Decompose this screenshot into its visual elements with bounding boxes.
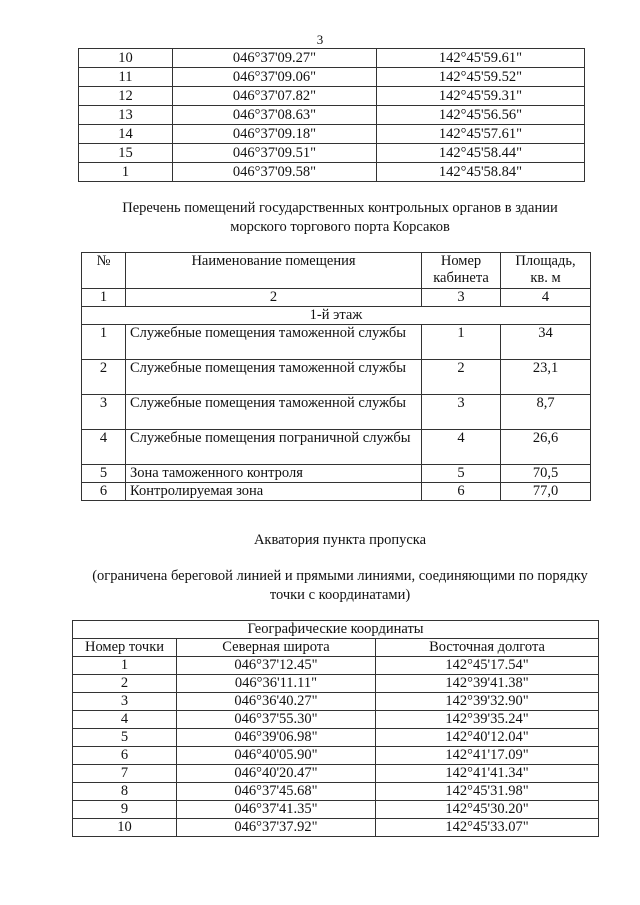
table-row xyxy=(79,163,585,182)
column-index: 4 xyxy=(501,289,591,307)
table-row xyxy=(82,395,591,430)
longitude: 142°41'41.34" xyxy=(376,765,599,783)
longitude: 142°41'17.09" xyxy=(376,747,599,765)
table-row xyxy=(79,125,585,144)
point-number: 11 xyxy=(79,68,173,87)
room-name: Зона таможенного контроля xyxy=(126,465,422,483)
point-number: 4 xyxy=(73,711,177,729)
point-number: 3 xyxy=(73,693,177,711)
column-index: 3 xyxy=(422,289,501,307)
column-index: 1 xyxy=(82,289,126,307)
office-number: 2 xyxy=(422,360,501,395)
table-row xyxy=(82,483,591,501)
point-number: 12 xyxy=(79,87,173,106)
office-number: 5 xyxy=(422,465,501,483)
table-row xyxy=(79,106,585,125)
table-header-row xyxy=(82,253,591,289)
floor-label: 1-й этаж xyxy=(82,307,591,325)
floor-row xyxy=(82,307,591,325)
point-number: 6 xyxy=(73,747,177,765)
table-row xyxy=(73,747,599,765)
column-header-office-number: Номер кабинета xyxy=(422,253,501,289)
area: 77,0 xyxy=(501,483,591,501)
subtitle-line-2: точки с координатами) xyxy=(269,587,411,603)
point-number: 10 xyxy=(73,819,177,837)
longitude: 142°45'58.44" xyxy=(377,144,585,163)
area: 34 xyxy=(501,325,591,360)
point-number: 1 xyxy=(79,163,173,182)
column-header-longitude: Восточная долгота xyxy=(376,639,599,657)
table-row xyxy=(73,729,599,747)
latitude: 046°37'12.45" xyxy=(177,657,376,675)
row-number: 2 xyxy=(82,360,126,395)
row-number: 3 xyxy=(82,395,126,430)
water-area-title: Акватория пункта пропуска xyxy=(253,532,427,548)
room-name: Контролируемая зона xyxy=(126,483,422,501)
longitude: 142°45'58.84" xyxy=(377,163,585,182)
point-number: 9 xyxy=(73,801,177,819)
point-number: 2 xyxy=(73,675,177,693)
column-number-row xyxy=(82,289,591,307)
area: 23,1 xyxy=(501,360,591,395)
column-index: 2 xyxy=(126,289,422,307)
coordinates-table-continued xyxy=(78,48,585,182)
row-number: 5 xyxy=(82,465,126,483)
table-header-row xyxy=(73,639,599,657)
latitude: 046°37'08.63" xyxy=(173,106,377,125)
table-row xyxy=(82,430,591,465)
column-header-number: № xyxy=(82,253,126,289)
longitude: 142°45'59.31" xyxy=(377,87,585,106)
point-number: 8 xyxy=(73,783,177,801)
longitude: 142°39'35.24" xyxy=(376,711,599,729)
water-area-subtitle xyxy=(50,567,630,605)
latitude: 046°36'40.27" xyxy=(177,693,376,711)
table-row xyxy=(82,465,591,483)
point-number: 7 xyxy=(73,765,177,783)
table-row xyxy=(79,144,585,163)
row-number: 1 xyxy=(82,325,126,360)
table-row xyxy=(73,675,599,693)
longitude: 142°45'59.52" xyxy=(377,68,585,87)
table-row xyxy=(73,765,599,783)
longitude: 142°45'56.56" xyxy=(377,106,585,125)
rooms-title-line-1: Перечень помещений государственных контрольных органов в здании xyxy=(122,200,558,216)
area: 26,6 xyxy=(501,430,591,465)
latitude: 046°37'09.58" xyxy=(173,163,377,182)
latitude: 046°37'09.51" xyxy=(173,144,377,163)
longitude: 142°45'17.54" xyxy=(376,657,599,675)
table-row xyxy=(79,49,585,68)
rooms-section-title xyxy=(60,199,620,237)
subtitle-line-1: (ограничена береговой линией и прямыми линиями, соединяющими по порядку xyxy=(92,568,588,584)
longitude: 142°45'59.61" xyxy=(377,49,585,68)
room-name: Служебные помещения пограничной службы xyxy=(126,430,422,465)
longitude: 142°45'33.07" xyxy=(376,819,599,837)
point-number: 10 xyxy=(79,49,173,68)
longitude: 142°45'31.98" xyxy=(376,783,599,801)
table-row xyxy=(79,68,585,87)
latitude: 046°37'09.18" xyxy=(173,125,377,144)
point-number: 1 xyxy=(73,657,177,675)
latitude: 046°37'41.35" xyxy=(177,801,376,819)
column-header-point-number: Номер точки xyxy=(73,639,177,657)
rooms-table xyxy=(81,252,591,501)
area: 8,7 xyxy=(501,395,591,430)
table-row xyxy=(73,801,599,819)
table-row xyxy=(73,783,599,801)
point-number: 13 xyxy=(79,106,173,125)
latitude: 046°37'09.27" xyxy=(173,49,377,68)
latitude: 046°40'20.47" xyxy=(177,765,376,783)
latitude: 046°37'37.92" xyxy=(177,819,376,837)
office-number: 4 xyxy=(422,430,501,465)
longitude: 142°45'30.20" xyxy=(376,801,599,819)
latitude: 046°37'09.06" xyxy=(173,68,377,87)
latitude: 046°37'07.82" xyxy=(173,87,377,106)
longitude: 142°39'32.90" xyxy=(376,693,599,711)
water-area-coordinates-table xyxy=(72,620,599,837)
latitude: 046°39'06.98" xyxy=(177,729,376,747)
latitude: 046°37'55.30" xyxy=(177,711,376,729)
office-number: 1 xyxy=(422,325,501,360)
point-number: 15 xyxy=(79,144,173,163)
column-header-latitude: Северная широта xyxy=(177,639,376,657)
column-header-area: Площадь, кв. м xyxy=(501,253,591,289)
table-row xyxy=(73,711,599,729)
longitude: 142°40'12.04" xyxy=(376,729,599,747)
room-name: Служебные помещения таможенной службы xyxy=(126,325,422,360)
row-number: 6 xyxy=(82,483,126,501)
page-number: 3 xyxy=(316,32,324,47)
table-row xyxy=(73,657,599,675)
point-number: 14 xyxy=(79,125,173,144)
table-row xyxy=(82,325,591,360)
point-number: 5 xyxy=(73,729,177,747)
office-number: 3 xyxy=(422,395,501,430)
latitude: 046°40'05.90" xyxy=(177,747,376,765)
column-header-room-name: Наименование помещения xyxy=(126,253,422,289)
rooms-title-line-2: морского торгового порта Корсаков xyxy=(230,219,450,235)
table-row xyxy=(79,87,585,106)
longitude: 142°39'41.38" xyxy=(376,675,599,693)
table-row xyxy=(73,819,599,837)
latitude: 046°37'45.68" xyxy=(177,783,376,801)
area: 70,5 xyxy=(501,465,591,483)
room-name: Служебные помещения таможенной службы xyxy=(126,395,422,430)
room-name: Служебные помещения таможенной службы xyxy=(126,360,422,395)
latitude: 046°36'11.11" xyxy=(177,675,376,693)
group-header-row xyxy=(73,621,599,639)
office-number: 6 xyxy=(422,483,501,501)
row-number: 4 xyxy=(82,430,126,465)
group-header: Географические координаты xyxy=(73,621,599,639)
table-row xyxy=(73,693,599,711)
longitude: 142°45'57.61" xyxy=(377,125,585,144)
table-row xyxy=(82,360,591,395)
